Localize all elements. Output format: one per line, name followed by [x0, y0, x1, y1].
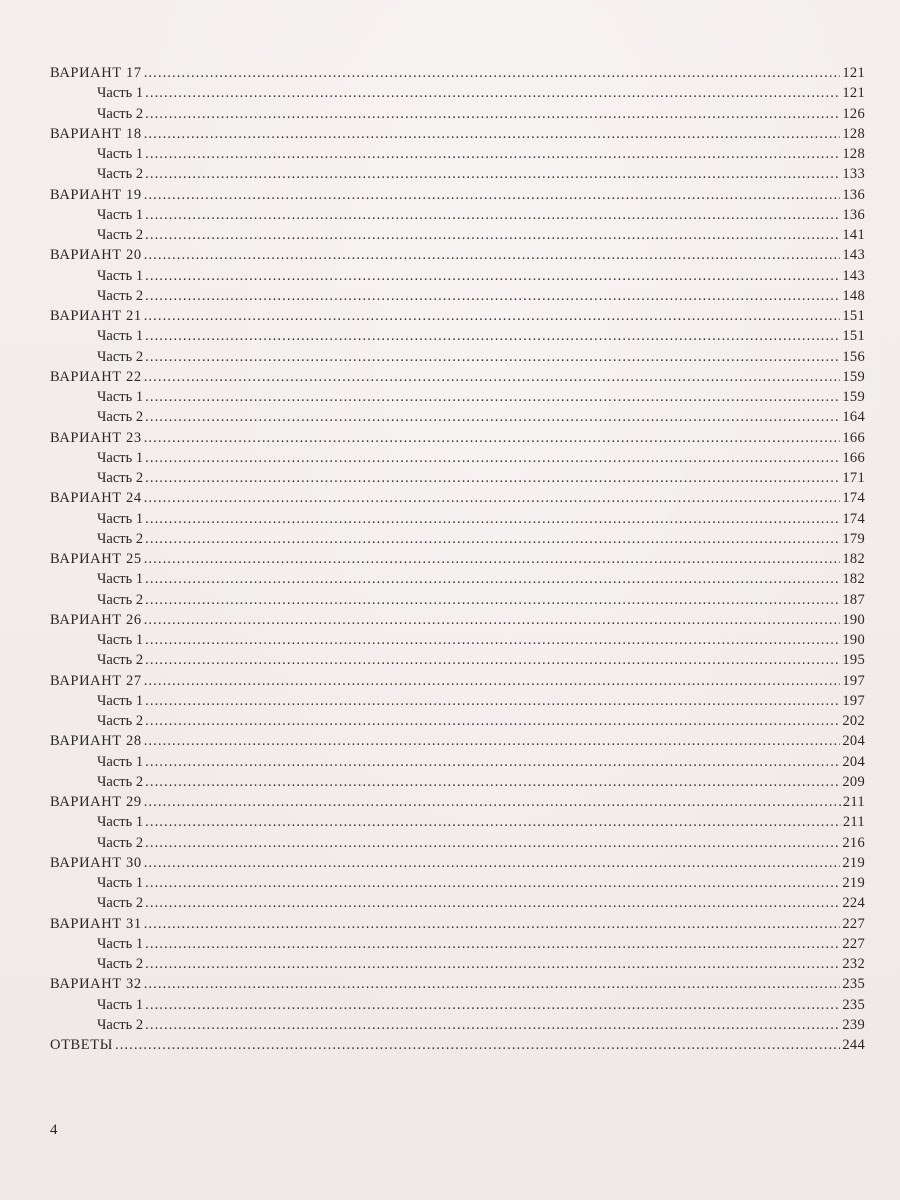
toc-entry-title: Часть 2: [97, 409, 144, 426]
toc-entry-title: Часть 2: [97, 713, 144, 729]
toc-entry-page: 166: [842, 429, 865, 446]
toc-dot-leader: [144, 671, 841, 691]
toc-dot-leader: [145, 590, 840, 610]
toc-entry-variant: [50, 853, 865, 873]
toc-entry-title: Часть 2: [97, 470, 144, 486]
toc-dot-leader: [144, 124, 841, 144]
toc-entry-page: 182: [842, 551, 865, 567]
toc-entry-title: Часть 1: [97, 328, 144, 345]
toc-entry-page: 128: [842, 146, 865, 162]
toc-entry-title: Часть 1: [97, 875, 144, 891]
toc-dot-leader: [144, 731, 841, 751]
toc-entry-part: [50, 286, 865, 306]
toc-entry-part: [50, 104, 865, 124]
toc-entry-part: [50, 893, 865, 913]
toc-entry-page: 182: [842, 571, 865, 588]
toc-entry-variant: [50, 974, 865, 994]
toc-dot-leader: [145, 833, 840, 853]
toc-entry-title: ВАРИАНТ 29: [50, 794, 142, 810]
toc-entry-page: 121: [842, 65, 865, 81]
toc-dot-leader: [144, 488, 841, 508]
toc-entry-title: Часть 1: [97, 267, 144, 284]
toc-entry-title: ВАРИАНТ 18: [50, 125, 142, 142]
toc-entry-page: 151: [842, 308, 865, 324]
toc-entry-part: [50, 590, 865, 610]
toc-entry-page: 159: [842, 389, 865, 405]
toc-entry-title: ВАРИАНТ 32: [50, 976, 142, 993]
toc-entry-page: 235: [842, 976, 865, 993]
toc-entry-page: 209: [842, 773, 865, 790]
toc-entry-page: 216: [842, 834, 865, 851]
toc-entry-page: 232: [842, 956, 865, 972]
toc-entry-title: Часть 2: [97, 287, 144, 304]
toc-entry-page: 121: [842, 85, 865, 102]
toc-entry-title: Часть 1: [97, 146, 144, 162]
toc-entry-part: [50, 995, 865, 1015]
toc-dot-leader: [145, 205, 840, 225]
toc-entry-variant: [50, 428, 865, 448]
toc-entry-title: Часть 1: [97, 753, 144, 770]
toc-entry-title: Часть 1: [97, 935, 144, 952]
toc-dot-leader: [145, 711, 840, 731]
toc-dot-leader: [144, 185, 841, 205]
toc-dot-leader: [145, 83, 840, 103]
toc-dot-leader: [144, 974, 841, 994]
toc-entry-page: 179: [842, 530, 865, 547]
toc-entry-title: Часть 1: [97, 571, 144, 588]
toc-dot-leader: [145, 630, 840, 650]
toc-entry-title: Часть 2: [97, 105, 144, 122]
toc-entry-page: 143: [842, 247, 865, 264]
toc-entry-part: [50, 752, 865, 772]
toc-entry-page: 197: [842, 692, 865, 709]
toc-entry-variant: [50, 1035, 865, 1055]
toc-dot-leader: [145, 468, 840, 488]
toc-entry-part: [50, 650, 865, 670]
toc-entry-variant: [50, 185, 865, 205]
toc-entry-part: [50, 772, 865, 792]
toc-entry-title: ВАРИАНТ 23: [50, 429, 142, 446]
toc-entry-title: Часть 2: [97, 166, 144, 183]
toc-dot-leader: [145, 954, 840, 974]
toc-entry-title: ВАРИАНТ 21: [50, 308, 142, 324]
toc-dot-leader: [144, 853, 841, 873]
toc-entry-page: 197: [842, 672, 865, 689]
toc-entry-page: 156: [842, 348, 865, 365]
toc-entry-page: 164: [842, 409, 865, 426]
toc-entry-title: ВАРИАНТ 22: [50, 368, 142, 385]
toc-entry-part: [50, 468, 865, 488]
toc-entry-part: [50, 934, 865, 954]
toc-dot-leader: [145, 1015, 840, 1035]
toc-entry-part: [50, 529, 865, 549]
toc-entry-title: Часть 2: [97, 834, 144, 851]
toc-dot-leader: [144, 63, 841, 83]
toc-entry-page: 190: [842, 611, 865, 628]
toc-entry-part: [50, 711, 865, 731]
toc-entry-part: [50, 569, 865, 589]
toc-entry-title: Часть 1: [97, 206, 144, 223]
toc-dot-leader: [145, 286, 840, 306]
toc-entry-title: Часть 2: [97, 591, 144, 608]
toc-entry-page: 133: [842, 166, 865, 183]
toc-entry-page: 148: [842, 287, 865, 304]
toc-entry-title: ВАРИАНТ 30: [50, 854, 142, 871]
toc-entry-page: 128: [842, 125, 865, 142]
toc-entry-title: ВАРИАНТ 25: [50, 551, 142, 567]
toc-entry-title: Часть 1: [97, 692, 144, 709]
toc-dot-leader: [144, 549, 841, 569]
toc-entry-variant: [50, 124, 865, 144]
toc-entry-part: [50, 1015, 865, 1035]
toc-entry-title: ВАРИАНТ 28: [50, 733, 142, 750]
toc-dot-leader: [145, 873, 840, 893]
toc-entry-part: [50, 873, 865, 893]
toc-entry-part: [50, 833, 865, 853]
toc-dot-leader: [144, 367, 841, 387]
toc-dot-leader: [144, 914, 841, 934]
toc-dot-leader: [145, 509, 840, 529]
toc-entry-page: 239: [842, 1016, 865, 1033]
toc-dot-leader: [144, 245, 841, 265]
toc-entry-variant: [50, 914, 865, 934]
toc-entry-page: 126: [842, 105, 865, 122]
toc-entry-part: [50, 225, 865, 245]
toc-dot-leader: [144, 610, 841, 630]
toc-entry-variant: [50, 306, 865, 326]
toc-entry-variant: [50, 63, 865, 83]
toc-entry-part: [50, 954, 865, 974]
toc-entry-title: Часть 1: [97, 814, 144, 831]
toc-dot-leader: [145, 529, 840, 549]
page-number: 4: [50, 1122, 58, 1138]
toc-entry-variant: [50, 488, 865, 508]
toc-dot-leader: [145, 752, 840, 772]
toc-entry-part: [50, 407, 865, 427]
toc-dot-leader: [145, 266, 840, 286]
toc-entry-part: [50, 83, 865, 103]
toc-entry-page: 190: [842, 632, 865, 648]
toc-entry-page: 195: [842, 652, 865, 669]
toc-entry-title: Часть 2: [97, 227, 144, 243]
toc-entry-title: ВАРИАНТ 24: [50, 490, 142, 507]
toc-entry-page: 159: [842, 368, 865, 385]
table-of-contents: [50, 63, 865, 1055]
toc-entry-page: 166: [842, 449, 865, 466]
toc-entry-part: [50, 691, 865, 711]
toc-entry-page: 211: [842, 814, 865, 831]
toc-dot-leader: [144, 792, 841, 812]
toc-entry-title: ВАРИАНТ 17: [50, 65, 142, 81]
toc-entry-page: 224: [842, 895, 865, 912]
toc-entry-page: 143: [842, 267, 865, 284]
toc-entry-part: [50, 347, 865, 367]
toc-dot-leader: [145, 893, 840, 913]
toc-entry-title: Часть 1: [97, 449, 144, 466]
toc-entry-variant: [50, 610, 865, 630]
toc-entry-part: [50, 509, 865, 529]
toc-entry-page: 151: [842, 328, 865, 345]
toc-entry-title: ВАРИАНТ 26: [50, 611, 142, 628]
toc-dot-leader: [145, 144, 840, 164]
toc-dot-leader: [144, 428, 841, 448]
toc-entry-page: 211: [842, 794, 865, 810]
toc-entry-page: 204: [842, 753, 865, 770]
toc-entry-page: 204: [842, 733, 865, 750]
toc-dot-leader: [145, 164, 840, 184]
toc-entry-title: ВАРИАНТ 27: [50, 672, 142, 689]
toc-entry-title: Часть 1: [97, 510, 144, 527]
toc-entry-part: [50, 326, 865, 346]
toc-entry-variant: [50, 367, 865, 387]
toc-entry-title: Часть 1: [97, 632, 144, 648]
toc-entry-part: [50, 205, 865, 225]
toc-entry-variant: [50, 549, 865, 569]
toc-entry-part: [50, 812, 865, 832]
toc-dot-leader: [145, 387, 840, 407]
toc-dot-leader: [145, 347, 840, 367]
toc-entry-variant: [50, 731, 865, 751]
toc-dot-leader: [145, 407, 840, 427]
toc-entry-title: Часть 1: [97, 389, 144, 405]
toc-entry-title: Часть 2: [97, 348, 144, 365]
toc-entry-title: ВАРИАНТ 19: [50, 186, 142, 203]
toc-dot-leader: [145, 569, 840, 589]
toc-entry-part: [50, 630, 865, 650]
toc-entry-title: ВАРИАНТ 20: [50, 247, 142, 264]
toc-dot-leader: [145, 326, 840, 346]
toc-dot-leader: [115, 1035, 840, 1055]
toc-entry-variant: [50, 792, 865, 812]
toc-entry-variant: [50, 671, 865, 691]
toc-entry-variant: [50, 245, 865, 265]
toc-entry-page: 171: [842, 470, 865, 486]
toc-entry-page: 136: [842, 186, 865, 203]
toc-entry-page: 174: [842, 490, 865, 507]
toc-entry-title: Часть 1: [97, 85, 144, 102]
toc-entry-title: Часть 2: [97, 652, 144, 669]
toc-entry-title: Часть 1: [97, 996, 144, 1013]
toc-entry-page: 174: [842, 510, 865, 527]
toc-entry-title: ОТВЕТЫ: [50, 1037, 113, 1053]
toc-dot-leader: [145, 995, 840, 1015]
toc-entry-part: [50, 266, 865, 286]
toc-entry-title: Часть 2: [97, 956, 144, 972]
toc-entry-page: 202: [842, 713, 865, 729]
toc-entry-page: 219: [842, 875, 865, 891]
toc-entry-part: [50, 144, 865, 164]
toc-entry-page: 136: [842, 206, 865, 223]
toc-entry-page: 244: [842, 1037, 865, 1053]
toc-entry-page: 227: [842, 915, 865, 932]
toc-dot-leader: [145, 650, 840, 670]
toc-entry-title: ВАРИАНТ 31: [50, 915, 142, 932]
toc-entry-page: 235: [842, 996, 865, 1013]
toc-dot-leader: [145, 225, 840, 245]
toc-dot-leader: [145, 691, 840, 711]
toc-entry-title: Часть 2: [97, 1016, 144, 1033]
toc-dot-leader: [145, 448, 840, 468]
toc-entry-page: 187: [842, 591, 865, 608]
toc-entry-page: 219: [842, 854, 865, 871]
toc-entry-title: Часть 2: [97, 773, 144, 790]
toc-entry-title: Часть 2: [97, 895, 144, 912]
toc-dot-leader: [145, 812, 841, 832]
toc-entry-part: [50, 387, 865, 407]
toc-entry-part: [50, 448, 865, 468]
toc-entry-title: Часть 2: [97, 530, 144, 547]
toc-dot-leader: [145, 934, 840, 954]
toc-dot-leader: [144, 306, 841, 326]
toc-entry-part: [50, 164, 865, 184]
toc-entry-page: 141: [842, 227, 865, 243]
toc-dot-leader: [145, 104, 840, 124]
toc-dot-leader: [145, 772, 840, 792]
toc-entry-page: 227: [842, 935, 865, 952]
